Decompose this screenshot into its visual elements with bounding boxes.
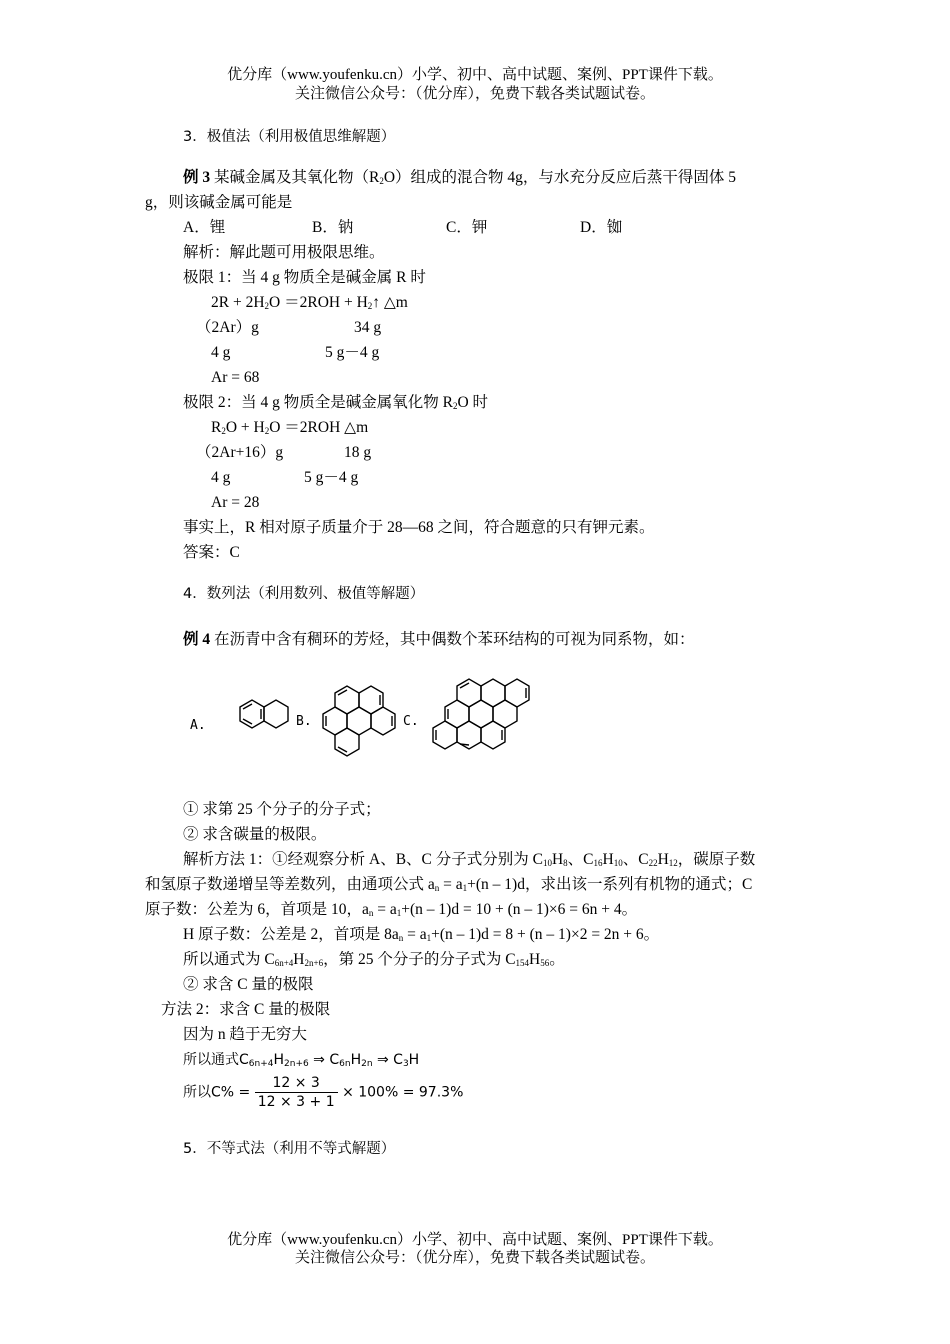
aromatic-structures-figure xyxy=(180,665,550,765)
formula-carbon-percent: 所以C% = $\frac{12 \times 3}{12 \times 3 + 1}$ × 100% = 97.3% xyxy=(183,1075,464,1110)
header-line-1: 优分库（www.youfenku.cn）小学、初中、高中试题、案例、PPT课件下载。 xyxy=(227,67,723,83)
structure-a xyxy=(240,700,288,728)
option-c: C．钾 xyxy=(446,219,488,236)
analysis-intro: 解析：解此题可用极限思维。 xyxy=(183,244,385,261)
footer-line-2: 关注微信公众号：（优分库），免费下载各类试题试卷。 xyxy=(294,1250,655,1266)
limit-1-row-1-col-1: （2Ar）g xyxy=(196,319,259,336)
example-3-question: 例 3 某碱金属及其氧化物$(R_2O)$组成的混合物 4g，与水充分反应后蒸干得固体 5 xyxy=(183,169,737,186)
header-line-2: 关注微信公众号：（优分库），免费下载各类试题试卷。 xyxy=(294,86,655,102)
example-3-question-cont: g，则该碱金属可能是 xyxy=(145,194,293,211)
question-2: ② 求含碳量的极限。 xyxy=(183,826,327,843)
example-4-question: 例 4 在沥青中含有稠环的芳烃，其中偶数个苯环结构的可视为同系物，如： xyxy=(183,631,695,648)
figure-label-b: B. xyxy=(296,714,312,729)
example-3-label: 例 3 xyxy=(183,169,211,186)
limit-1-row-2-col-2: 5 g－4 g xyxy=(325,344,380,361)
formula-general: 所以通式$C_{6n+4}H_{2n+6}$ ⇒ $C_{6n}H_{2n}$ ⇒ $C_3H$ xyxy=(183,1052,420,1069)
method-2-title: 方法 2：求含 C 量的极限 xyxy=(161,1001,331,1018)
option-a: A．锂 xyxy=(183,219,226,236)
limit-1-title: 极限 1：当 4 g 物质全是碱金属 R 时 xyxy=(183,269,426,286)
answer: 答案：C xyxy=(183,544,240,561)
limit-2-row-2-col-2: 5 g－4 g xyxy=(304,469,359,486)
method-1-line-4: H 原子数：公差是 2，首项是 $8a_n = a_1+(n - 1)d = 8 + (n - 1)\times 2 = 2n + 6$。 xyxy=(183,926,660,943)
limit-2-title: 极限 2：当 4 g 物质全是碱金属氧化物 $R_2O$ 时 xyxy=(183,394,489,411)
limit-2-row-1-col-2: 18 g xyxy=(344,444,372,461)
limit-2-row-2-col-1: 4 g xyxy=(211,469,231,486)
footer-line-1: 优分库（www.youfenku.cn）小学、初中、高中试题、案例、PPT课件下载。 xyxy=(227,1232,723,1248)
fraction: $\frac{12 \times 3}{12 \times 3 + 1}$ xyxy=(255,1074,338,1111)
structure-b xyxy=(323,686,395,756)
option-b: B．钠 xyxy=(312,219,354,236)
figure-label-c: C. xyxy=(403,714,419,729)
question-2-repeat: ② 求含 C 量的极限 xyxy=(183,976,314,993)
limit-2-equation: $R_2O + H_2O =2ROH$ △m xyxy=(211,419,369,436)
structure-c xyxy=(433,679,529,749)
limit-2-result: Ar = 28 xyxy=(211,494,260,511)
method-1-line-1: 解析方法 1：①经观察分析 A、B、C 分子式分别为 $C_{10}H_8$、$C_{16}H_{10}$、$C_{22}H_{12}$，碳原子数 xyxy=(183,851,756,868)
method-1-line-5: 所以通式为 $C_{6n+4}H_{2n+6}$，第 25 个分子的分子式为 $C_{154}H_{56}$。 xyxy=(183,951,565,968)
conclusion: 事实上，R 相对原子质量介于 28—68 之间，符合题意的只有钾元素。 xyxy=(183,519,655,536)
option-d: D．铷 xyxy=(580,219,623,236)
method-1-line-2: 和氢原子数递增呈等差数列，由通项公式 $a_n = a_1+(n - 1)d$，求出该一系列有机物的通式；C xyxy=(145,876,753,893)
limit-1-row-2-col-1: 4 g xyxy=(211,344,231,361)
method-1-line-3: 原子数：公差为 6，首项是 10，$a_n = a_1+(n - 1)d = 10 + (n - 1)\times 6 = 6n + 4$。 xyxy=(145,901,638,918)
question-1: ① 求第 25 个分子的分子式； xyxy=(183,801,381,818)
limit-2-row-1-col-1: （2Ar+16）g xyxy=(196,444,284,461)
figure-label-a: A. xyxy=(190,718,206,733)
section-3-title: 3．极值法（利用极值思维解题） xyxy=(183,129,396,145)
section-4-title: 4．数列法（利用数列、极值等解题） xyxy=(183,586,425,602)
example-4-label: 例 4 xyxy=(183,631,211,648)
section-5-title: 5．不等式法（利用不等式解题） xyxy=(183,1141,396,1157)
limit-1-row-1-col-2: 34 g xyxy=(354,319,382,336)
n-to-infinity: 因为 n 趋于无穷大 xyxy=(183,1026,308,1043)
limit-1-result: Ar = 68 xyxy=(211,369,260,386)
limit-1-equation: $2R + 2H_2O =2ROH$ + $H_2↑$ △m xyxy=(211,294,408,311)
